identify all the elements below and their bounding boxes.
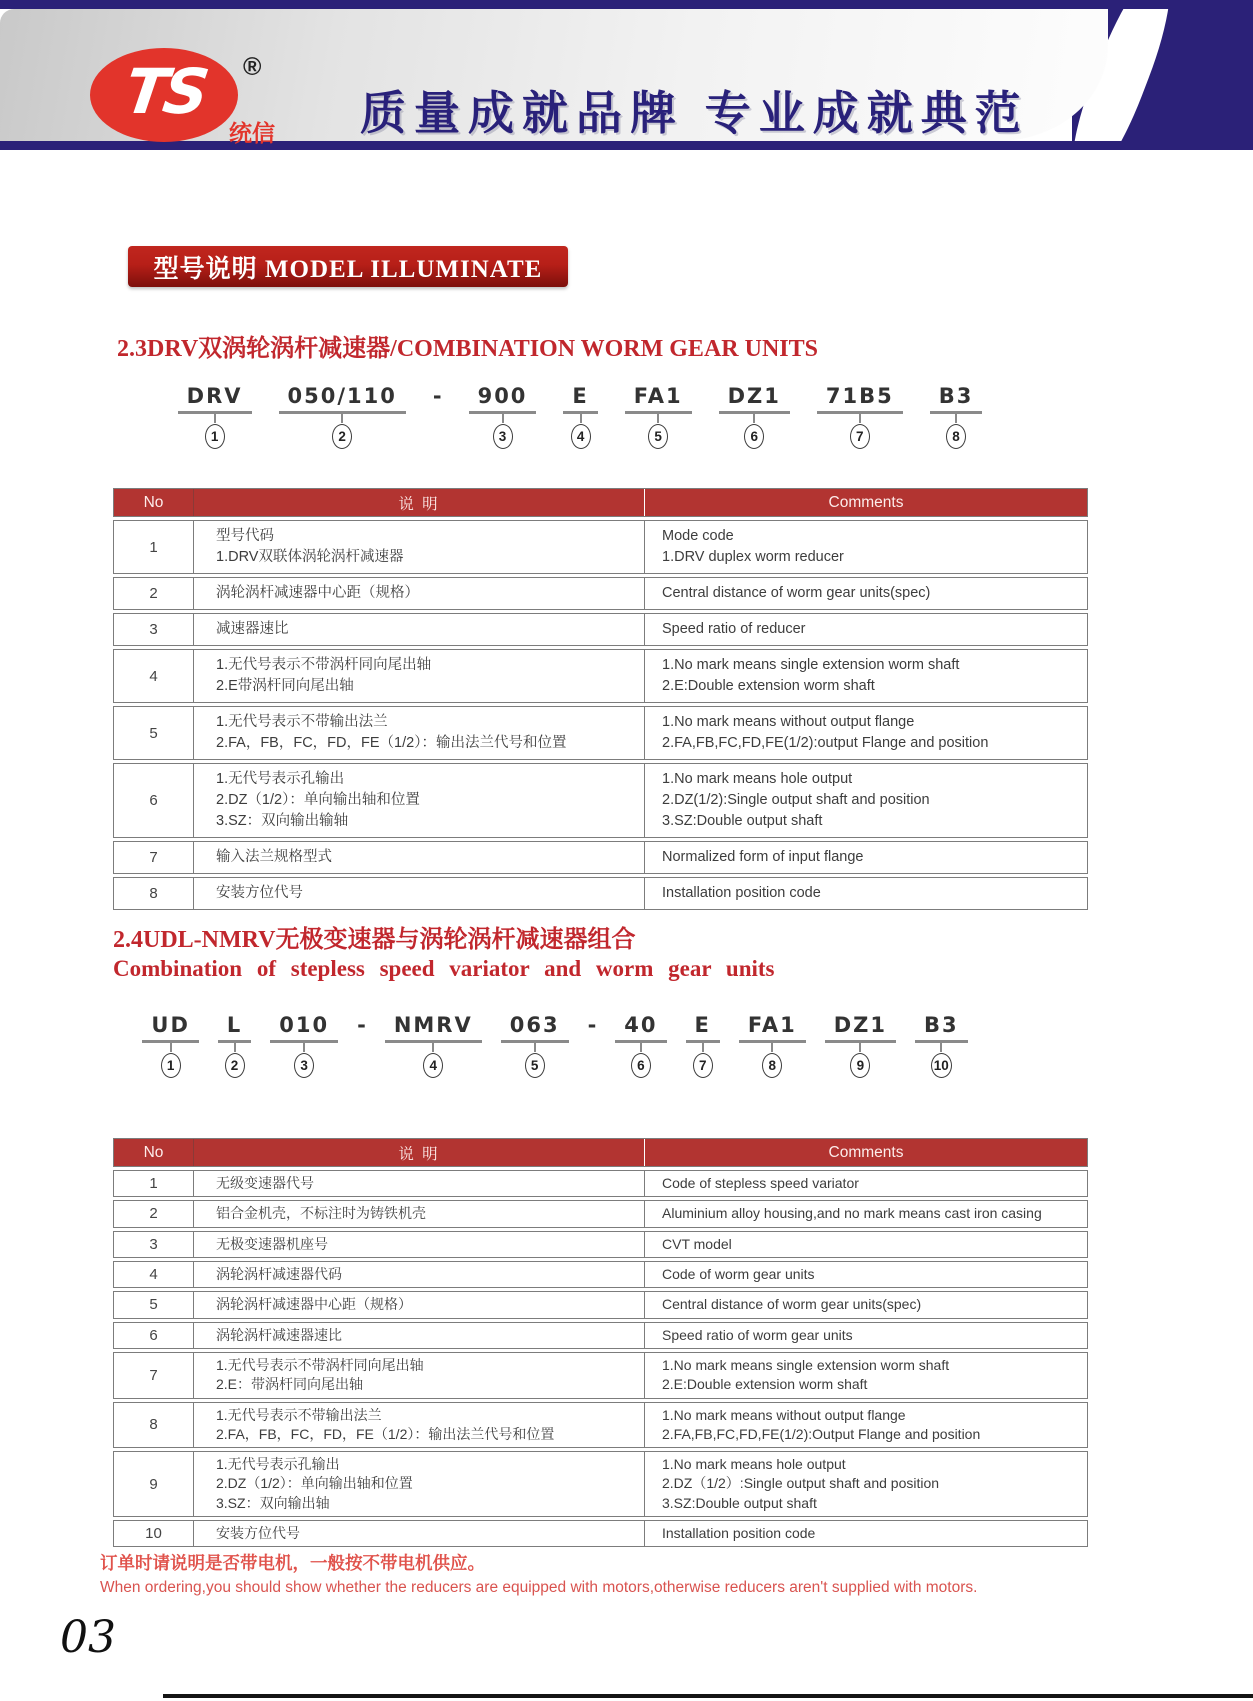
segment-tick (702, 1043, 704, 1052)
row-desc (194, 878, 645, 909)
ordering-note-en: When ordering,you should show whether the reducers are equipped with motors,otherwise reducers aren't supplied with motors. (100, 1579, 978, 1596)
table-row (113, 1261, 1088, 1288)
segment-code: B3 (930, 384, 983, 414)
row-desc (194, 521, 645, 573)
comment-line: Normalized form of input flange (662, 849, 864, 866)
segment-code: DZ1 (719, 384, 790, 414)
segment-tick (753, 414, 755, 423)
logo-company-name: 统信 (229, 120, 275, 146)
ts-logo-letters: TS (119, 55, 210, 128)
row-desc (194, 1262, 645, 1287)
page-header-banner (0, 0, 1253, 150)
header-navy-top-strip (0, 0, 1253, 9)
model-code-segment (739, 1013, 806, 1078)
desc-line: 2.E带涡杆同向尾出轴 (216, 678, 354, 695)
segment-tick (341, 414, 343, 423)
row-no: 8 (114, 878, 194, 909)
row-comments (645, 1171, 1087, 1196)
page-number: 03 (60, 1612, 116, 1663)
header-desc: 说 明 (194, 1139, 645, 1166)
comment-line: Speed ratio of reducer (662, 621, 806, 638)
row-desc (194, 842, 645, 873)
segment-code: 40 (615, 1013, 666, 1043)
model-code-separator: - (432, 384, 442, 408)
row-comments (645, 1292, 1087, 1317)
desc-line: 2.FA，FB，FC，FD，FE（1/2）：输出法兰代号和位置 (216, 735, 567, 752)
header-desc: 说 明 (194, 489, 645, 516)
desc-line: 无级变速器代号 (216, 1175, 314, 1191)
segment-tick (303, 1043, 305, 1052)
desc-line: 安装方位代号 (216, 1525, 300, 1542)
desc-line: 安装方位代号 (216, 885, 303, 902)
row-comments (645, 764, 1087, 837)
desc-line: 型号代码 (216, 528, 274, 544)
segment-code: 050/110 (279, 384, 406, 414)
segment-number: 2 (225, 1053, 245, 1078)
row-no: 7 (114, 842, 194, 873)
table-row (113, 1200, 1088, 1227)
table-row (113, 1170, 1088, 1197)
segment-number: 5 (648, 424, 668, 449)
row-comments (645, 1452, 1087, 1516)
row-comments (645, 1201, 1087, 1226)
desc-line: 减速器速比 (216, 621, 289, 638)
table-row (113, 1322, 1088, 1349)
model-code-segment (817, 384, 903, 449)
segment-tick (170, 1043, 172, 1052)
segment-code: L (218, 1013, 251, 1043)
comment-line: Central distance of worm gear units(spec) (662, 1296, 922, 1313)
model-code-segment (915, 1013, 968, 1078)
row-no: 1 (114, 1171, 194, 1196)
row-no: 7 (114, 1353, 194, 1398)
comment-line: 1.No mark means without output flange (662, 714, 915, 731)
comment-line: Installation position code (662, 885, 821, 902)
segment-tick (432, 1043, 434, 1052)
desc-line: 3.SZ：双向输出轴 (216, 1494, 330, 1511)
comment-line: 2.FA,FB,FC,FD,FE(1/2):Output Flange and position (662, 1425, 981, 1442)
row-desc (194, 1452, 645, 1516)
desc-line: 2.DZ（1/2）：单向输出轴和位置 (216, 1475, 413, 1492)
desc-line: 涡轮涡杆减速器代码 (216, 1265, 342, 1282)
header-no: No (114, 1139, 194, 1166)
row-desc (194, 1292, 645, 1317)
comment-line: Mode code (662, 528, 734, 544)
row-no: 1 (114, 521, 194, 573)
model-code-segment (615, 1013, 666, 1078)
desc-line: 1.无代号表示孔输出 (216, 771, 345, 788)
comment-line: CVT model (662, 1235, 732, 1252)
comment-line: 2.E:Double extension worm shaft (662, 678, 875, 695)
table-header-row (113, 488, 1088, 517)
table-row (113, 649, 1088, 703)
segment-tick (502, 414, 504, 423)
row-comments (645, 878, 1087, 909)
comment-line: Code of stepless speed variator (662, 1175, 859, 1191)
model-code-diagram-drv (186, 384, 974, 449)
comment-line: Speed ratio of worm gear units (662, 1326, 853, 1343)
model-code-segment (501, 1013, 569, 1078)
title-banner-label: 型号说明 MODEL ILLUMINATE (153, 255, 543, 283)
header-no: No (114, 489, 194, 516)
segment-code: DZ1 (825, 1013, 896, 1043)
segment-number: 3 (294, 1053, 314, 1078)
row-comments (645, 521, 1087, 573)
segment-code: NMRV (385, 1013, 482, 1043)
comment-line: 1.No mark means hole output (662, 1456, 846, 1473)
desc-line: 2.E：带涡杆同向尾出轴 (216, 1376, 364, 1393)
segment-code: FA1 (739, 1013, 806, 1043)
row-desc (194, 1232, 645, 1257)
comment-line: 3.SZ:Double output shaft (662, 1494, 817, 1511)
row-desc (194, 1353, 645, 1398)
brand-slogan: 质量成就品牌 专业成就典范 (360, 87, 1029, 139)
table-row (113, 877, 1088, 910)
segment-number: 7 (850, 424, 870, 449)
table-row (113, 841, 1088, 874)
row-no: 3 (114, 1232, 194, 1257)
bottom-rule (163, 1694, 1253, 1698)
row-no: 4 (114, 650, 194, 702)
table-row (113, 763, 1088, 838)
section-2-3-heading: 2.3DRV双涡轮涡杆减速器/COMBINATION WORM GEAR UNITS (117, 336, 818, 362)
model-illuminate-title-banner (128, 246, 568, 287)
comment-line: 2.FA,FB,FC,FD,FE(1/2):output Flange and position (662, 735, 989, 752)
segment-tick (234, 1043, 236, 1052)
comment-line: 1.No mark means hole output (662, 771, 853, 788)
comment-line: 2.E:Double extension worm shaft (662, 1376, 868, 1393)
row-no: 10 (114, 1521, 194, 1546)
model-table-udl-nmrv (113, 1138, 1088, 1547)
comment-line: Aluminium alloy housing,and no mark means cast iron casing (662, 1205, 1042, 1222)
row-comments (645, 1353, 1087, 1398)
table-row (113, 1451, 1088, 1517)
comment-line: Central distance of worm gear units(spec) (662, 585, 931, 602)
desc-line: 涡轮涡杆减速器中心距（规格） (216, 585, 419, 602)
row-comments (645, 707, 1087, 759)
segment-code: 063 (501, 1013, 569, 1043)
comment-line: Installation position code (662, 1525, 816, 1542)
row-comments (645, 842, 1087, 873)
row-no: 4 (114, 1262, 194, 1287)
row-no: 2 (114, 578, 194, 609)
segment-tick (640, 1043, 642, 1052)
segment-tick (771, 1043, 773, 1052)
row-desc (194, 1171, 645, 1196)
table-row (113, 613, 1088, 646)
segment-number: 4 (423, 1053, 443, 1078)
segment-code: DRV (178, 384, 252, 414)
model-table-drv (113, 488, 1088, 910)
model-code-segment (719, 384, 790, 449)
comment-line: 2.DZ(1/2):Single output shaft and position (662, 792, 930, 809)
row-no: 6 (114, 1323, 194, 1348)
model-code-separator: - (357, 1013, 366, 1037)
ordering-note (100, 1550, 977, 1597)
segment-code: UD (142, 1013, 198, 1043)
desc-line: 1.DRV双联体涡轮涡杆减速器 (216, 549, 404, 566)
section-2-4-heading-zh: 2.4UDL-NMRV无极变速器与涡轮涡杆减速器组合 (113, 927, 636, 953)
segment-number: 6 (631, 1053, 651, 1078)
row-desc (194, 764, 645, 837)
segment-number: 2 (332, 424, 352, 449)
segment-number: 3 (493, 424, 513, 449)
segment-number: 1 (161, 1053, 181, 1078)
comment-line: 2.DZ（1/2）:Single output shaft and position (662, 1475, 940, 1492)
desc-line: 铝合金机壳，不标注时为铸铁机壳 (216, 1205, 426, 1222)
row-comments (645, 1521, 1087, 1546)
table-row (113, 1231, 1088, 1258)
model-code-segment (385, 1013, 482, 1078)
desc-line: 涡轮涡杆减速器速比 (216, 1326, 342, 1343)
ts-logo (90, 48, 238, 142)
segment-code: 900 (469, 384, 537, 414)
row-comments (645, 614, 1087, 645)
segment-code: 010 (270, 1013, 338, 1043)
row-comments (645, 1403, 1087, 1448)
model-code-segment (178, 384, 252, 449)
row-no: 3 (114, 614, 194, 645)
model-code-segment (825, 1013, 896, 1078)
desc-line: 涡轮涡杆减速器中心距（规格） (216, 1296, 412, 1313)
table-row (113, 1352, 1088, 1399)
row-desc (194, 614, 645, 645)
comment-line: 1.No mark means single extension worm shaft (662, 1356, 950, 1373)
registered-trademark-icon: ® (243, 53, 262, 81)
segment-number: 10 (931, 1053, 952, 1078)
segment-code: B3 (915, 1013, 968, 1043)
desc-line: 1.无代号表示不带涡杆同向尾出轴 (216, 1356, 424, 1373)
segment-number: 8 (762, 1053, 782, 1078)
desc-line: 无极变速器机座号 (216, 1235, 328, 1252)
desc-line: 1.无代号表示不带涡杆同向尾出轴 (216, 657, 432, 674)
segment-tick (214, 414, 216, 423)
desc-line: 1.无代号表示不带输出法兰 (216, 1406, 382, 1423)
ordering-note-zh: 订单时请说明是否带电机，一般按不带电机供应。 (100, 1553, 485, 1573)
row-comments (645, 578, 1087, 609)
segment-code: 71B5 (817, 384, 903, 414)
row-no: 5 (114, 1292, 194, 1317)
row-desc (194, 1323, 645, 1348)
table-row (113, 577, 1088, 610)
model-code-segment (563, 384, 597, 449)
model-code-segment (625, 384, 692, 449)
segment-tick (534, 1043, 536, 1052)
segment-tick (955, 414, 957, 423)
comment-line: 3.SZ:Double output shaft (662, 813, 823, 830)
row-comments (645, 1262, 1087, 1287)
section-2-4-heading (113, 925, 775, 984)
comment-line: 1.DRV duplex worm reducer (662, 549, 844, 566)
row-desc (194, 578, 645, 609)
model-code-segment (686, 1013, 720, 1078)
model-code-diagram-udl-nmrv (151, 1013, 959, 1078)
model-code-separator: - (587, 1013, 597, 1037)
row-no: 5 (114, 707, 194, 759)
row-desc (194, 1521, 645, 1546)
table-row (113, 706, 1088, 760)
model-code-segment (142, 1013, 198, 1078)
segment-number: 8 (946, 424, 966, 449)
row-desc (194, 707, 645, 759)
row-desc (194, 1201, 645, 1226)
segment-code: E (686, 1013, 720, 1043)
row-no: 8 (114, 1403, 194, 1448)
row-no: 6 (114, 764, 194, 837)
row-comments (645, 1232, 1087, 1257)
table-row (113, 1402, 1088, 1449)
model-code-segment (469, 384, 537, 449)
desc-line: 1.无代号表示孔输出 (216, 1456, 340, 1473)
segment-code: E (563, 384, 597, 414)
header-comments: Comments (828, 493, 904, 511)
desc-line: 2.FA，FB，FC，FD，FE（1/2）：输出法兰代号和位置 (216, 1425, 555, 1442)
table-row (113, 1291, 1088, 1318)
segment-number: 1 (205, 424, 225, 449)
desc-line: 输入法兰规格型式 (216, 849, 332, 866)
table-row (113, 1520, 1088, 1547)
segment-number: 7 (693, 1053, 713, 1078)
header-comments: Comments (828, 1143, 904, 1161)
segment-tick (580, 414, 582, 423)
comment-line: Code of worm gear units (662, 1265, 815, 1282)
comment-line: 1.No mark means single extension worm shaft (662, 657, 960, 674)
segment-tick (859, 1043, 861, 1052)
model-code-segment (279, 384, 406, 449)
row-no: 9 (114, 1452, 194, 1516)
desc-line: 1.无代号表示不带输出法兰 (216, 714, 388, 731)
row-desc (194, 650, 645, 702)
segment-number: 6 (744, 424, 764, 449)
desc-line: 2.DZ（1/2）：单向输出轴和位置 (216, 792, 420, 809)
row-comments (645, 1323, 1087, 1348)
row-no: 2 (114, 1201, 194, 1226)
header-gray-panel (0, 9, 1108, 146)
segment-tick (859, 414, 861, 423)
segment-number: 9 (850, 1053, 870, 1078)
desc-line: 3.SZ：双向输出输轴 (216, 813, 349, 830)
table-row (113, 520, 1088, 574)
segment-number: 5 (525, 1053, 545, 1078)
segment-tick (940, 1043, 942, 1052)
model-code-segment (218, 1013, 251, 1078)
segment-tick (657, 414, 659, 423)
segment-code: FA1 (625, 384, 692, 414)
row-comments (645, 650, 1087, 702)
comment-line: 1.No mark means without output flange (662, 1406, 906, 1423)
row-desc (194, 1403, 645, 1448)
table-header-row (113, 1138, 1088, 1167)
segment-number: 4 (571, 424, 591, 449)
section-2-4-heading-en: Combination of stepless speed variator and worm gear units (113, 956, 775, 981)
model-code-segment (270, 1013, 338, 1078)
model-code-segment (930, 384, 983, 449)
